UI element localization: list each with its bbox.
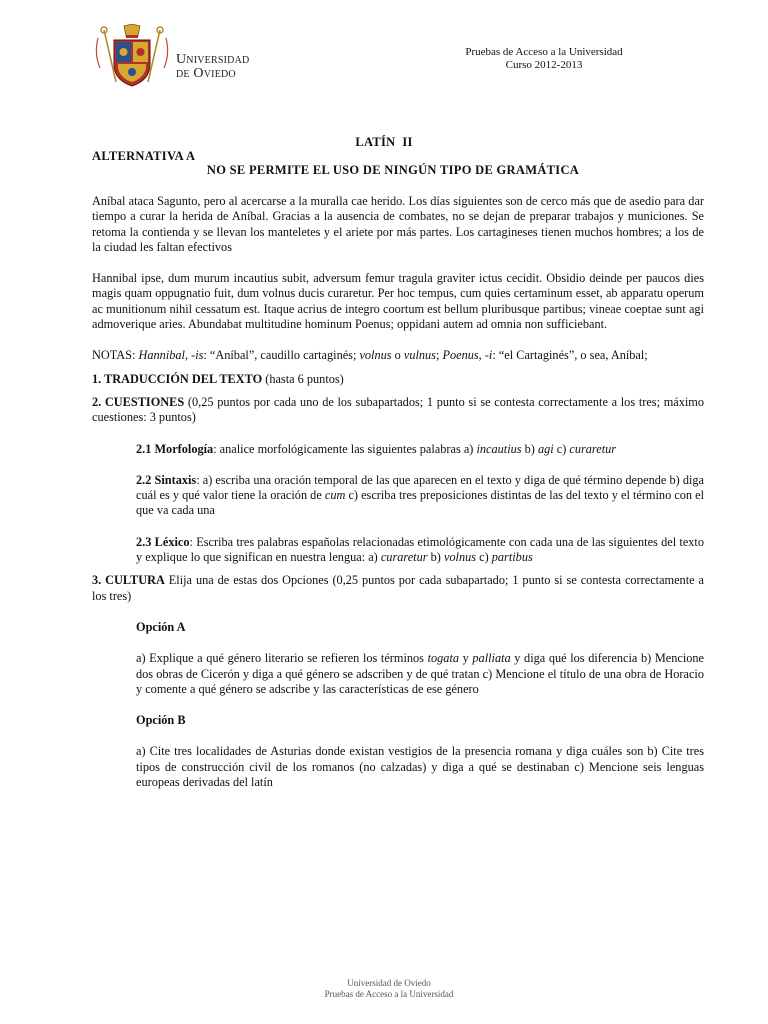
- subject-title: LATÍN II: [355, 135, 413, 149]
- question-2-1: [136, 442, 704, 457]
- grammar-rule: NO SE PERMITE EL USO DE NINGÚN TIPO DE GRAMÁTICA: [206, 163, 580, 177]
- notes-term-vulnus: vulnus: [403, 348, 436, 363]
- page-footer: [0, 978, 768, 1000]
- section-3-heading: 3. CULTURA: [92, 573, 165, 588]
- notes-term-volnus: volnus: [359, 348, 392, 363]
- question-text: b): [521, 441, 538, 456]
- notes-text: : “Aníbal”, caudillo cartaginés;: [203, 348, 360, 363]
- question-text: : a) escriba una oración temporal de las que aparecen en el texto y diga de qué término depende b) diga cuál es y qué valor tiene la oración de: [136, 472, 704, 503]
- option-a-title-text: Opción A: [136, 619, 186, 634]
- section-2-detail: (0,25 puntos por cada uno de los subapartados; 1 punto si se contesta correctamente a los tres; máximo cuestiones: 3 puntos): [92, 394, 704, 425]
- question-text: c) escriba tres preposiciones distintas de las del texto y el término con el que va cada una: [136, 488, 705, 518]
- question-text: : analice morfológicamente las siguientes palabras a): [213, 441, 477, 456]
- latin-word: partibus: [491, 550, 533, 565]
- footer-line2: Pruebas de Acceso a la Universidad: [324, 989, 454, 999]
- question-2-3: [136, 535, 704, 566]
- latin-text: Hannibal ipse, dum murum incautius subit, adversum femur tragula graviter ictus cecidit. Obsidio deinde per paucos dies magis quam oppugnatio fuit, dum volnus ducis curaretur. Per hoc tempus, cum quies certaminum esset, ab apparatu operum ac munitionum nihil cessatum est. Itaque acrius de integro coortum est bellum pluribusque partibus; vineae coeptae sunt agi admoverique aries. Abundabat multitudine hominum Poenus; oppidani autem ad omnia non sufficiebant.: [92, 271, 704, 332]
- notes: [92, 348, 704, 363]
- university-name-line1: Universidad: [176, 52, 250, 67]
- section-3: [92, 573, 704, 604]
- exam-body: [92, 194, 704, 790]
- option-b-text: a) Cite tres localidades de Asturias donde existan vestigios de la presencia romana y diga cuáles son b) Cite tres tipos de construcción civil de los romanos (no calzadas) y diga a qué se destinaban c) Mencione seis lenguas europeas derivadas del latín: [136, 744, 704, 790]
- notes-text: : “el Cartaginés”, o sea, Aníbal;: [492, 348, 648, 363]
- university-name-line2: de Oviedo: [176, 66, 236, 81]
- footer-line1: Universidad de Oviedo: [347, 978, 431, 988]
- latin-word: togata: [427, 651, 460, 666]
- question-text: : Escriba tres palabras españolas relacionadas etimológicamente con cada una de las siguientes del texto y explique lo que significan en nuestra lengua: a): [136, 534, 704, 565]
- question-2-2: [136, 473, 704, 519]
- exam-title: Pruebas de Acceso a la Universidad: [465, 46, 623, 58]
- section-1: [92, 372, 704, 387]
- university-logo: [92, 24, 252, 90]
- section-2-heading: 2. CUESTIONES: [92, 394, 185, 409]
- option-text: y diga qué los diferencia b) Mencione dos obras de Cicerón y diga a qué género se adscriben y de qué tratan c) Mencione el título de una obra de Horacio y comente a qué género se adscribe y las características de ese género: [136, 651, 704, 696]
- question-2-2-label: 2.2 Sintaxis: [136, 472, 197, 487]
- latin-word: cum: [324, 488, 346, 503]
- latin-word: curaretur: [380, 550, 428, 565]
- option-text: a) Explique a qué género literario se refieren los términos: [136, 651, 428, 666]
- option-text: y: [459, 651, 473, 666]
- university-name: [176, 53, 266, 81]
- option-a-text: [136, 651, 704, 697]
- alternative-label: ALTERNATIVA A: [92, 149, 196, 163]
- latin-word: curaretur: [569, 441, 617, 456]
- section-3-detail: Elija una de estas dos Opciones (0,25 puntos por cada subapartado; 1 punto si se contesta correctamente a los tres): [92, 573, 704, 603]
- question-text: c): [476, 550, 492, 565]
- question-2-3-label: 2.3 Léxico: [136, 534, 190, 549]
- spanish-text: Aníbal ataca Sagunto, pero al acercarse a la muralla cae herido. Los días siguientes son de cerco más que de asedio para dar tiempo a curar la herida de Aníbal. Gracias a la ausencia de combates, no se dejan de preparar trabajos y municiones. Se retoma la contienda y se llevan los manteletes y el ariete por más partes. Los cartagineses tienen muchos hombres; a los de la ciudad les faltan efectivos: [92, 194, 704, 254]
- exam-header: [414, 46, 674, 72]
- option-b-title-text: Opción B: [136, 713, 186, 728]
- exam-year: Curso 2012-2013: [505, 59, 583, 71]
- section-1-detail: (hasta 6 puntos): [262, 371, 344, 386]
- latin-word: volnus: [443, 550, 477, 565]
- notes-term-poenus: Poenus, -i: [442, 348, 493, 363]
- section-2: [92, 395, 704, 426]
- section-1-heading: 1. TRADUCCIÓN DEL TEXTO: [92, 371, 263, 386]
- latin-word: incautius: [476, 441, 522, 456]
- notes-text: ;: [435, 348, 443, 363]
- question-text: b): [427, 550, 444, 565]
- university-crest-icon: [92, 24, 172, 90]
- question-text: c): [553, 441, 570, 456]
- option-a-title: [136, 620, 704, 635]
- notes-text: o: [391, 348, 404, 363]
- option-b-title: [136, 713, 704, 728]
- latin-word: palliata: [472, 651, 511, 666]
- latin-word: agi: [537, 441, 554, 456]
- question-2-1-label: 2.1 Morfología: [136, 441, 214, 456]
- notes-label: NOTAS:: [92, 348, 139, 363]
- notes-term-hannibal: Hannibal, -is: [138, 348, 204, 363]
